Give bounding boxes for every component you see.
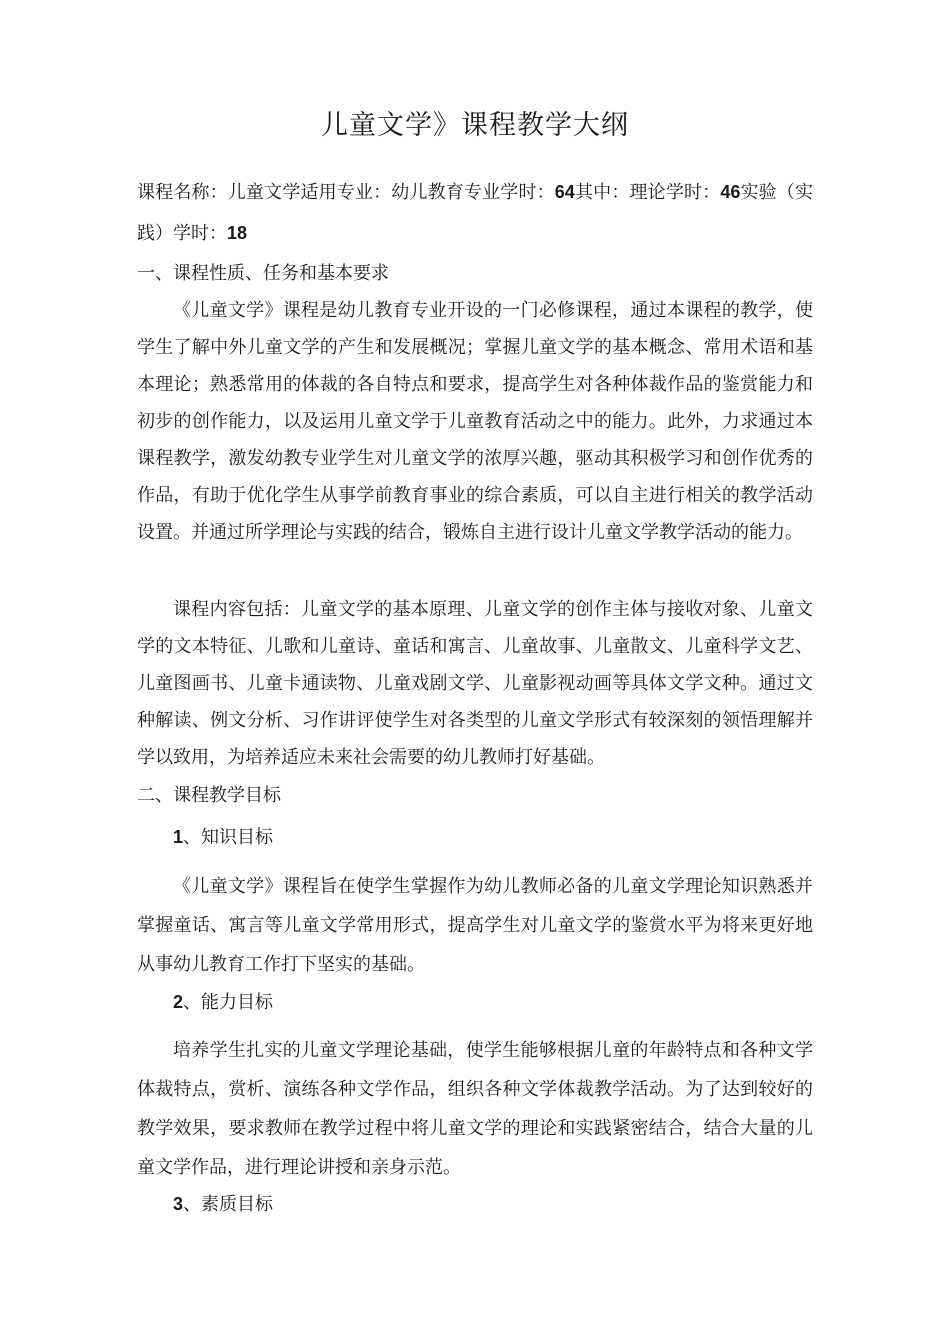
goal-1-number: 1: [173, 827, 184, 847]
total-hours: 64: [554, 182, 575, 202]
goal-3-heading: [137, 1186, 849, 1223]
goal-2-title: 、能力目标: [183, 992, 274, 1013]
theory-label: 其中：理论学时：: [574, 182, 721, 203]
practice-label: 实验（实践）学时：: [137, 182, 814, 244]
goal-2-heading: [137, 984, 849, 1021]
theory-hours: 46: [720, 182, 741, 202]
document-title: 儿童文学》课程教学大纲: [321, 110, 629, 141]
course-info: [137, 172, 813, 254]
section-2-heading: 二、课程教学目标: [137, 785, 281, 806]
goal-3-number: 3: [173, 1194, 184, 1214]
goal-2-number: 2: [173, 992, 184, 1012]
section-1-paragraph-1: 《儿童文学》课程是幼儿教育专业开设的一门必修课程，通过本课程的教学，使学生了解中外儿童文学的产生和发展概况；掌握儿童文学的基本概念、常用术语和基本理论；熟悉常用的体裁的各自特点和要求，提高学生对各种体裁作品的鉴赏能力和初步的创作能力，以及运用儿童文学于儿童教育活动之中的能力。此外，力求通过本课程教学，激发幼教专业学生对儿童文学的浓厚兴趣，驱动其积极学习和创作优秀的作品，有助于优化学生从事学前教育事业的综合素质，可以自主进行相关的教学活动设置。并通过所学理论与实践的结合，锻炼自主进行设计儿童文学教学活动的能力。: [137, 300, 813, 543]
section-1-heading: 一、课程性质、任务和基本要求: [137, 263, 389, 284]
goal-1-title: 、知识目标: [183, 827, 274, 848]
practice-hours: 18: [227, 223, 248, 243]
goal-1-heading: [137, 819, 849, 856]
goal-1-text: 《儿童文学》课程旨在使学生掌握作为幼儿教师必备的儿童文学理论知识熟悉并掌握童话、寓言等儿童文学常用形式，提高学生对儿童文学的鉴赏水平为将来更好地从事幼儿教育工作打下坚实的基础。: [137, 876, 813, 975]
goal-2-text: 培养学生扎实的儿童文学理论基础，使学生能够根据儿童的年龄特点和各种文学体裁特点，赏析、演练各种文学作品，组织各种文学体裁教学活动。为了达到较好的教学效果，要求教师在教学过程中将儿童文学的理论和实践紧密结合，结合大量的儿童文学作品，进行理论讲授和亲身示范。: [137, 1040, 813, 1178]
section-1-paragraph-2: 课程内容包括：儿童文学的基本原理、儿童文学的创作主体与接收对象、儿童文学的文本特征、儿歌和儿童诗、童话和寓言、儿童故事、儿童散文、儿童科学文艺、儿童图画书、儿童卡通读物、儿童戏剧文学、儿童影视动画等具体文学文种。通过文种解读、例文分析、习作讲评使学生对各类型的儿童文学形式有较深刻的领悟理解并学以致用，为培养适应未来社会需要的幼儿教师打好基础。: [137, 599, 813, 768]
course-info-label: 课程名称：儿童文学适用专业：幼儿教育专业学时：: [137, 182, 555, 203]
goal-3-title: 、素质目标: [183, 1194, 274, 1215]
